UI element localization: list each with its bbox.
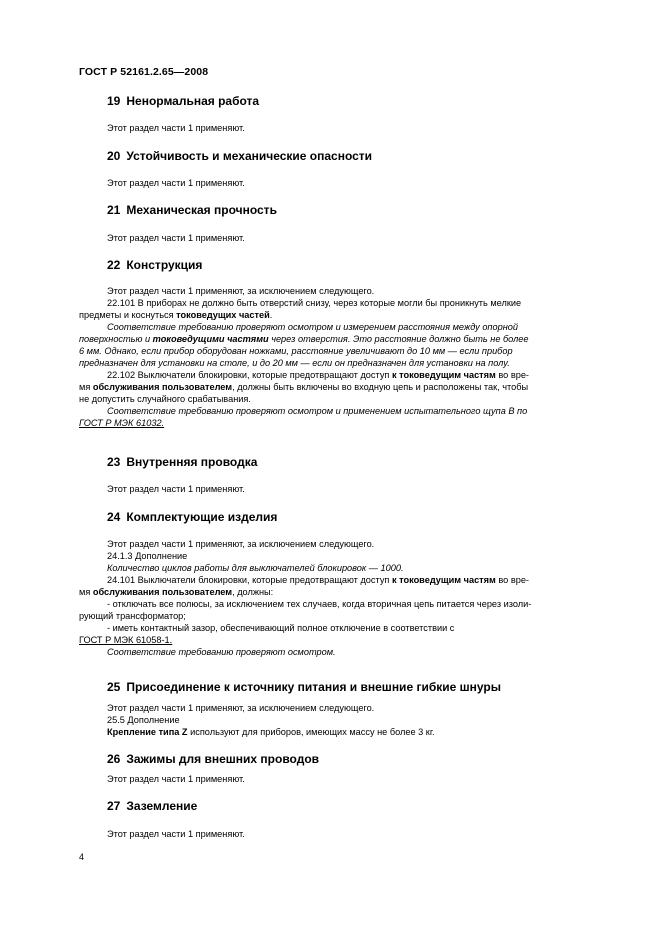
section-number: 23 xyxy=(107,455,121,469)
compliance-22-1-line1: Соответствие требованию проверяют осмотром и измерением расстояния между опорной xyxy=(107,322,518,332)
compliance-22-1-line4: предназначен для установки на столе, и до 20 мм — если он предназначен для установки на полу. xyxy=(79,358,510,368)
term-user-maintenance: обслуживания пользователем xyxy=(92,587,233,597)
section-21-heading xyxy=(107,203,277,217)
section-title: Ненормальная работа xyxy=(126,94,260,108)
term-live-parts: токоведущими частями xyxy=(152,334,269,344)
section-22-intro: Этот раздел части 1 применяют, за исключением следующего. xyxy=(107,286,375,296)
section-title: Механическая прочность xyxy=(126,203,277,217)
section-title: Заземление xyxy=(126,799,198,813)
section-number: 21 xyxy=(107,203,121,217)
section-number: 19 xyxy=(107,94,121,108)
cycles-requirement: Количество циклов работы для выключателей блокировок — 1000. xyxy=(107,563,404,573)
list-item-2-line1: - иметь контактный зазор, обеспечивающий полное отключение в соответствии с xyxy=(107,623,455,633)
section-27-text: Этот раздел части 1 применяют. xyxy=(107,829,245,839)
standard-link-61058[interactable]: ГОСТ Р МЭК 61058-1. xyxy=(79,635,173,645)
section-number: 20 xyxy=(107,149,121,163)
section-26-text: Этот раздел части 1 применяют. xyxy=(107,774,245,784)
term-type-z-attachment: Крепление типа Z xyxy=(107,727,188,737)
section-20-heading xyxy=(107,149,372,163)
section-25-intro: Этот раздел части 1 применяют, за исключением следующего. xyxy=(107,703,375,713)
section-title: Присоединение к источнику питания и внешние гибкие шнуры xyxy=(126,680,501,694)
section-title: Зажимы для внешних проводов xyxy=(126,752,320,766)
section-27-heading xyxy=(107,799,197,813)
list-item-1-line1: - отключать все полюсы, за исключением тех случаев, когда вторичная цепь питается через изоли- xyxy=(107,599,532,609)
standard-link-61032[interactable]: ГОСТ Р МЭК 61032. xyxy=(79,418,165,428)
compliance-22-1-line3: 6 мм. Однако, если прибор оборудован ножками, расстояние увеличивают до 10 мм — если прибор xyxy=(79,346,513,356)
clause-22-102-line2: мя обслуживания пользователем, должны быть включены во входную цепь и расположены так, чтобы xyxy=(79,382,529,392)
clause-24-101-line2: мя обслуживания пользователем, должны: xyxy=(79,587,274,597)
compliance-22-1-line2: поверхностью и токоведущими частями через отверстия. Это расстояние должно быть не более xyxy=(79,334,529,344)
clause-22-102-line3: не допустить случайного срабатывания. xyxy=(79,394,251,404)
clause-22-102-line1: 22.102 Выключатели блокировки, которые предотвращают доступ к токоведущим частям во вре- xyxy=(107,370,529,380)
term-user-maintenance: обслуживания пользователем xyxy=(92,382,233,392)
section-number: 26 xyxy=(107,752,121,766)
section-19-text: Этот раздел части 1 применяют. xyxy=(107,123,245,133)
clause-22-101-line2: предметы и коснуться токоведущих частей. xyxy=(79,310,273,320)
section-24-heading xyxy=(107,510,277,524)
section-title: Конструкция xyxy=(126,258,203,272)
section-title: Устойчивость и механические опасности xyxy=(126,149,373,163)
compliance-22-2-line1: Соответствие требованию проверяют осмотром и применением испытательного щупа В по xyxy=(107,406,528,416)
term-live-parts: токоведущих частей xyxy=(176,310,270,320)
document-header: ГОСТ Р 52161.2.65—2008 xyxy=(79,66,209,78)
clause-22-101-line1: 22.101 В приборах не должно быть отверстий снизу, через которые могли бы проникнуть мелкие xyxy=(107,298,522,308)
page-number: 4 xyxy=(79,852,85,862)
section-number: 25 xyxy=(107,680,121,694)
section-number: 27 xyxy=(107,799,121,813)
section-22-heading xyxy=(107,258,202,272)
clause-24-1-3: 24.1.3 Дополнение xyxy=(107,551,188,561)
section-23-text: Этот раздел части 1 применяют. xyxy=(107,484,245,494)
list-item-1-line2: рующий трансформатор; xyxy=(79,611,186,621)
section-23-heading xyxy=(107,455,257,469)
section-26-heading xyxy=(107,752,319,766)
section-25-heading xyxy=(107,680,501,694)
compliance-24: Соответствие требованию проверяют осмотром. xyxy=(107,647,336,657)
clause-25-5: 25.5 Дополнение xyxy=(107,715,180,725)
section-19-heading xyxy=(107,94,259,108)
section-title: Внутренняя проводка xyxy=(126,455,258,469)
section-number: 22 xyxy=(107,258,121,272)
section-21-text: Этот раздел части 1 применяют. xyxy=(107,233,245,243)
section-number: 24 xyxy=(107,510,121,524)
section-24-intro: Этот раздел части 1 применяют, за исключением следующего. xyxy=(107,539,375,549)
term-to-live-parts: к токоведущим частям xyxy=(391,370,496,380)
section-title: Комплектующие изделия xyxy=(126,510,278,524)
attachment-z-text: Крепление типа Z используют для приборов, имеющих массу не более 3 кг. xyxy=(107,727,435,737)
clause-24-101-line1: 24.101 Выключатели блокировки, которые предотвращают доступ к токоведущим частям во вре- xyxy=(107,575,529,585)
section-20-text: Этот раздел части 1 применяют. xyxy=(107,178,245,188)
term-to-live-parts: к токоведущим частям xyxy=(391,575,496,585)
